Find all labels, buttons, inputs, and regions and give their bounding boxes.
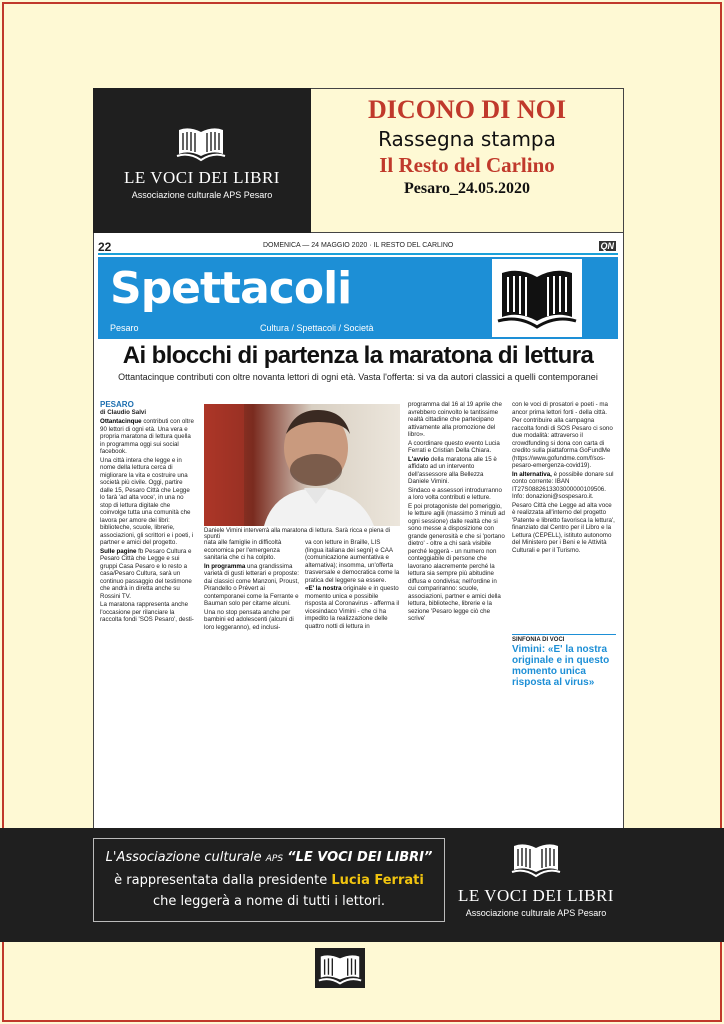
article-paragraph	[408, 456, 506, 486]
article-panel	[93, 233, 624, 828]
section-path: Cultura / Spettacoli / Società	[260, 323, 374, 333]
article-paragraph	[100, 457, 196, 547]
footer-message	[93, 838, 445, 922]
paragraph-text: A coordinare questo evento Lucia Ferrati e Cristian Della Chiara.	[408, 439, 500, 454]
open-book-icon	[175, 122, 227, 162]
article-headline: Ai blocchi di partenza la maratona di lettura	[122, 342, 594, 369]
paragraph-text: nata alle famiglie in difficoltà economica per l'emergenza sanitaria che ci ha colpito.	[204, 539, 282, 561]
paragraph-text: Una città intera che legge e in nome della lettura cerca di migliorare la vita e costruire una società più civile. Oggi, partire dalle 15, Pesaro Città che Legge lo farà 'ad alta voce', in una no stop di lettura digitale che coinvolge tutta una comunità che lavora per amore dei libri: biblioteche, scuole, librerie, associazioni, gli scrittori e i poeti, i partner e amici del progetto.	[100, 456, 194, 546]
page-subtitle: Rassegna stampa	[378, 127, 556, 151]
banner-book-panel	[492, 259, 582, 337]
brand-badge: QN	[600, 241, 614, 251]
paragraph-text: fb Pesaro Cultura e Pesaro Città che Legge e sui gruppi Casa Pesaro e lo resto a casa/Pesaro Cultura, sarà un continuo passaggio del testimone che andrà in diretta anche su Rossini TV.	[100, 547, 192, 600]
article-paragraph	[408, 487, 506, 502]
paragraph-lead: Sulle pagine	[100, 547, 137, 555]
column-body	[512, 401, 616, 554]
footer-logo-subtitle: Associazione culturale APS Pesaro	[465, 908, 607, 918]
paragraph-text: Sindaco e assessori introdurranno a loro volta contributi e letture.	[408, 486, 502, 501]
paragraph-lead: L'avvio	[408, 455, 430, 463]
newspaper-name: Il Resto del Carlino	[379, 153, 555, 177]
footer-line2-prefix: è rappresentata dalla presidente	[114, 873, 328, 888]
pull-quote	[512, 634, 616, 688]
section-location: Pesaro	[110, 323, 139, 333]
column-body	[204, 539, 299, 631]
newspaper-topline	[98, 239, 618, 255]
section-banner	[98, 257, 618, 339]
column-body	[305, 539, 400, 630]
bottom-logo	[315, 948, 365, 988]
paragraph-text: La maratona rappresenta anche l'occasione per rilanciare la raccolta fondi 'SOS Pesaro', desti-	[100, 601, 194, 623]
section-title: Spettacoli	[110, 263, 352, 314]
article-paragraph	[100, 418, 196, 456]
paragraph-text: Per contribuire alla campagna raccolta fondi di SOS Pesaro ci sono due modalità: attraverso il crowdfunding si dona con carta di credito sulla piattaforma GoFundMe (https://www.gofundme.com/f/sos-pesaro-emergenza-covid19).	[512, 417, 613, 469]
article-paragraph	[100, 601, 196, 624]
paragraph-text: una grandissima varietà di gusti letterari e proposte: dai classici come Manzoni, Proust, Pirandello o Prévert ai contemporanei come la Ferrante e Bauman solo per citarne alcuni.	[204, 562, 299, 607]
header-logo-name: LE VOCI DEI LIBRI	[124, 168, 280, 187]
paragraph-text: contributi con oltre 90 lettori di ogni età. Una vera e propria maratona di lettura quella in programma oggi sui social facebook.	[100, 418, 194, 455]
footer-band	[0, 828, 724, 942]
paragraph-text: originale e in questo momento unica e possibile risposta al Coronavirus - afferma il vicesindaco Vimini - che ci ha impedito la realizzazione delle quattro notti di lettura in	[305, 585, 400, 630]
footer-line3: che leggerà a nome di tutti i lettori.	[152, 894, 386, 909]
paragraph-text: è possibile donare sul conto corrente: IBAN IT27S0882613303000000109506. Info: donazioni@sospesaro.it.	[512, 470, 614, 500]
open-book-icon	[492, 259, 582, 337]
paragraph-lead: In alternativa,	[512, 470, 552, 478]
pull-quote-text: Vimini: «E' la nostra originale e in questo momento unica risposta al virus»	[512, 644, 610, 688]
article-column-1	[100, 401, 196, 653]
pull-quote-kicker: SINFONIA DI VOCI	[512, 634, 616, 643]
column-body	[100, 418, 196, 624]
press-date: Pesaro_24.05.2020	[404, 180, 530, 197]
header-logo-panel	[93, 88, 311, 233]
footer-line1-name: “LE VOCI DEI LIBRI”	[287, 850, 433, 865]
article-paragraph	[204, 563, 299, 608]
paragraph-lead: «E' la nostra	[305, 585, 342, 592]
article-photo	[204, 404, 400, 526]
article-paragraph	[512, 401, 616, 416]
newspaper-clipping	[98, 239, 618, 821]
paragraph-text: della maratona alle 15 è affidato ad un intervento dell'assessore alla Bellezza Daniele Vimini.	[408, 455, 497, 485]
article-paragraph	[305, 539, 400, 584]
paragraph-text: E poi protagoniste del pomeriggio, le letture agili (massimo 3 minuti ad ogni sessione) dalle realtà che si sono messe a disposizione con grande generosità e che si 'portano dietro' - oltre a chi sarà visibile perché leggerà - un numero non conteggiabile di persone che lavorano alacremente perché la lettura sia sempre più abitudine diffusa e condivisa; nell'ordine in cui compariranno: scuole, associazioni, partner e amici della lettura, biblioteche, librerie e la sezione 'Pesaro legge ciò che scrive'	[408, 502, 505, 622]
page-number: 22	[98, 240, 112, 254]
article-paragraph	[305, 585, 400, 630]
photo-caption: Daniele Vimini interverrà alla maratona di lettura. Sarà ricca e piena di spunti	[204, 528, 390, 540]
article-paragraph	[100, 548, 196, 601]
paragraph-text: Una no stop pensata anche per bambini ed adolescenti (alcuni di loro leggeranno), ed inclusi-	[204, 608, 294, 631]
footer-logo-name: LE VOCI DEI LIBRI	[458, 886, 614, 905]
article-paragraph	[408, 401, 506, 439]
article-subheadline: Ottantacinque contributi con oltre novanta lettori di ogni età. Vasta l'offerta: si va da autori classici a quelli contemporanei	[118, 372, 598, 382]
article-paragraph	[512, 417, 616, 470]
article-column-5	[512, 401, 616, 631]
header-info-panel	[311, 88, 624, 233]
article-column-4	[408, 401, 506, 653]
paragraph-lead: In programma	[204, 562, 246, 570]
portrait-illustration	[204, 404, 400, 526]
paragraph-text: con le voci di prosatori e poeti - ma ancor prima lettori forti - della città.	[512, 401, 608, 416]
page-title: DICONO DI NOI	[368, 95, 566, 124]
article-paragraph	[408, 503, 506, 623]
article-paragraph	[512, 471, 616, 501]
footer-line1-aps: APS	[265, 854, 284, 864]
article-paragraph	[408, 440, 506, 455]
article-paragraph	[204, 539, 299, 562]
footer-line1-prefix: L'Associazione culturale	[105, 850, 262, 865]
column-body	[408, 401, 506, 623]
article-column-2	[204, 539, 299, 654]
header-logo-subtitle: Associazione culturale APS Pesaro	[131, 190, 273, 200]
paragraph-text: va con letture in Braille, LIS (lingua italiana dei segni) e CAA (comunicazione aumentativa e alternativa); insomma, un'offerta trasversale e democratica come la pratica del leggere sa essere.	[305, 539, 400, 584]
dateline: DOMENICA — 24 MAGGIO 2020 · IL RESTO DEL CARLINO	[263, 242, 454, 249]
open-book-icon	[510, 838, 562, 878]
byline-place: PESARO	[100, 401, 134, 409]
president-name: Lucia Ferrati	[331, 873, 424, 888]
paragraph-lead: Ottantacinque	[100, 418, 142, 425]
paragraph-text: Pesaro Città che Legge ad alta voce è realizzata all'interno del progetto 'Patente e libretto favorisca la lettura', finanziato dal Centro per il Libro e la Lettura (CEPELL), istituto autonomo del Ministero per i Beni e le Attività Culturali e per il Turismo.	[512, 501, 615, 554]
open-book-icon	[315, 948, 365, 988]
byline-author: di Claudio Salvi	[100, 408, 147, 416]
article-column-3	[305, 539, 400, 654]
article-paragraph	[512, 502, 616, 555]
article-paragraph	[204, 609, 299, 632]
paragraph-text: programma dal 16 al 19 aprile che avrebbero coinvolto le tantissime realtà cittadine che partecipano attivamente alla promozione del libro».	[408, 401, 502, 438]
